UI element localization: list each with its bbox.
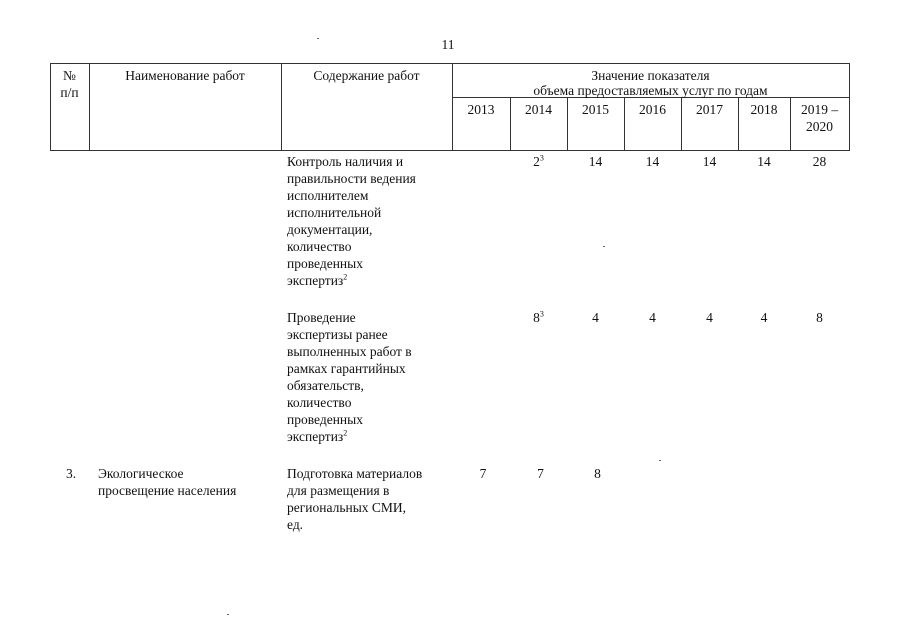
scan-speck [317, 38, 319, 39]
content-line: Проведение [287, 310, 356, 325]
header-value-group-line1: Значение показателя [591, 68, 710, 83]
value-2019-2020: 28 [812, 154, 827, 169]
footnote-marker: 2 [343, 428, 348, 438]
content-line: обязательств, [287, 378, 364, 393]
content-line: правильности ведения [287, 171, 416, 186]
table-row [50, 309, 850, 459]
row-number: 3. [66, 466, 77, 481]
header-year-2016: 2016 [639, 102, 666, 117]
scan-speck [603, 246, 605, 247]
content-line: региональных СМИ, [287, 500, 407, 515]
value-2017: 4 [706, 310, 713, 325]
value-text: 2 [533, 154, 540, 169]
content-line: экспертизы ранее [287, 327, 388, 342]
content-text: экспертиз [287, 429, 344, 444]
value-2018: 14 [757, 154, 771, 169]
content-line: ед. [287, 517, 304, 532]
row-content [287, 153, 457, 289]
header-num-line1: № [63, 68, 76, 83]
page-number: 11 [441, 37, 455, 52]
value-2016: 14 [645, 154, 660, 169]
header-year-2017: 2017 [696, 102, 723, 117]
header-num-line2: п/п [60, 85, 79, 100]
value-2018: 4 [760, 310, 768, 325]
content-line: количество [287, 395, 352, 410]
content-line [287, 428, 457, 445]
content-line: для размещения в [287, 483, 390, 498]
footnote-marker: 2 [343, 272, 348, 282]
header-year-2019-line2: 2020 [806, 119, 833, 134]
footnote-marker: 3 [539, 309, 544, 319]
value-2014: 7 [537, 466, 544, 481]
value-text: 8 [533, 310, 540, 325]
value-2019-2020: 8 [816, 310, 823, 325]
name-line: просвещение населения [98, 483, 237, 498]
content-line: рамках гарантийных [287, 361, 406, 376]
content-line [287, 272, 457, 289]
content-line: проведенных [287, 256, 363, 271]
value-2015: 4 [592, 310, 599, 325]
content-text: экспертиз [287, 273, 344, 288]
scan-speck [659, 460, 661, 461]
row-content [287, 309, 457, 445]
header-name-col: Наименование работ [125, 68, 245, 83]
content-line: количество [287, 239, 352, 254]
content-line: выполненных работ в [287, 344, 412, 359]
table-top-border [50, 63, 850, 64]
content-line: исполнителем [287, 188, 369, 203]
table-row [50, 465, 850, 545]
row-name [98, 465, 288, 499]
name-line: Экологическое [98, 466, 184, 481]
header-year-2014: 2014 [525, 102, 552, 117]
header-year-2018: 2018 [750, 102, 778, 117]
content-line: Подготовка материалов [287, 466, 423, 481]
header-value-group-line2: объема предоставляемых услуг по годам [533, 83, 768, 98]
header-year-2015: 2015 [582, 102, 609, 117]
value-2016: 4 [649, 310, 656, 325]
value-2014 [510, 153, 567, 170]
header-content-col: Содержание работ [313, 68, 420, 83]
header-bottom-border [50, 150, 850, 151]
content-line: Контроль наличия и [287, 154, 404, 169]
content-line: документации, [287, 222, 373, 237]
scan-speck [227, 614, 229, 615]
value-2015: 14 [588, 154, 603, 169]
table-right-border [849, 63, 850, 150]
header-year-2019-line1: 2019 – [800, 102, 839, 117]
footnote-marker: 3 [539, 153, 544, 163]
value-2017: 14 [702, 154, 717, 169]
content-line: исполнительной [287, 205, 382, 220]
content-line: проведенных [287, 412, 363, 427]
row-content [287, 465, 457, 533]
value-2013: 7 [479, 466, 487, 481]
value-2015: 8 [594, 466, 601, 481]
table-row [50, 153, 850, 303]
value-2014 [510, 309, 567, 326]
header-year-2013: 2013 [467, 102, 495, 117]
